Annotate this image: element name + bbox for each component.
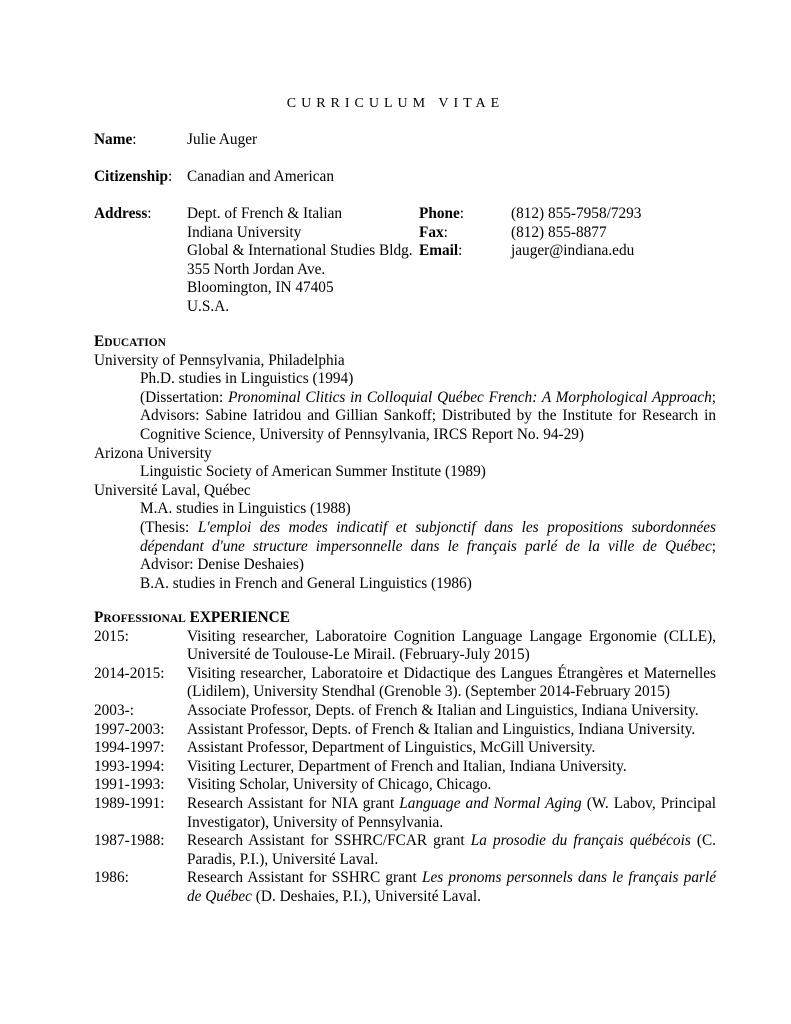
thesis-note: (Thesis: L'emploi des modes indicatif et subjonctif dans les propositions subordonnées dépendant d'une structure impersonnelle dans le français parlé de la ville de Québec; Advisor: Denise Deshaies) <box>140 519 716 574</box>
grant-title: La prosodie du français québécois <box>470 832 691 850</box>
citizenship-value: Canadian and American <box>187 168 334 185</box>
education-heading: EDUCATION <box>94 333 166 350</box>
grant-title: Les pronoms personnels dans le français parlé de Québec <box>187 869 716 905</box>
citizenship-label: Citizenship: <box>94 168 173 185</box>
degree-ma: M.A. studies in Linguistics (1988) <box>140 500 351 518</box>
experience-year: 1994-1997: <box>94 739 165 757</box>
address-line: Global & International Studies Bldg. <box>187 242 413 260</box>
grant-title: Language and Normal Aging <box>399 795 582 812</box>
dissertation-title: Pronominal Clitics in Colloquial Québec French: A Morphological Approach <box>228 388 712 406</box>
institution-upenn: University of Pennsylvania, Philadelphia <box>94 351 345 369</box>
experience-year: 1993-1994: <box>94 757 165 775</box>
address-line: 355 North Jordan Ave. <box>187 260 326 278</box>
program-lsa: Linguistic Society of American Summer Institute (1989) <box>140 463 486 481</box>
experience-description: Visiting researcher, Laboratoire Cognition Language Langage Ergonomie (CLLE), Université de Toulouse-Le Mirail. (February-July 2015) <box>187 627 716 664</box>
fax-value: (812) 855-8877 <box>511 223 607 241</box>
email-label: Email: <box>419 242 463 260</box>
address-line: Indiana University <box>187 223 302 241</box>
phone-value: (812) 855-7958/7293 <box>511 205 642 222</box>
address-label: Address: <box>94 205 152 222</box>
experience-year: 2015: <box>94 627 129 645</box>
experience-description: Associate Professor, Depts. of French & Italian and Linguistics, Indiana University. <box>187 702 699 719</box>
experience-description: Visiting Lecturer, Department of French and Italian, Indiana University. <box>187 757 627 775</box>
experience-year: 1991-1993: <box>94 776 165 794</box>
experience-year: 1987-1988: <box>94 832 165 850</box>
experience-description: Assistant Professor, Department of Linguistics, McGill University. <box>187 739 596 757</box>
experience-year: 1997-2003: <box>94 720 165 738</box>
address-line: Dept. of French & Italian <box>187 205 343 222</box>
experience-heading: PROFESSIONAL EXPERIENCE <box>94 609 290 626</box>
experience-year: 1986: <box>94 869 129 887</box>
experience-year: 2003-: <box>94 702 134 719</box>
institution-laval: Université Laval, Québec <box>94 481 251 499</box>
experience-year: 1989-1991: <box>94 795 165 812</box>
fax-label: Fax: <box>419 223 448 241</box>
name-label: Name: <box>94 131 137 148</box>
phone-label: Phone: <box>419 205 465 222</box>
degree-phd: Ph.D. studies in Linguistics (1994) <box>140 370 354 388</box>
institution-arizona: Arizona University <box>94 444 212 462</box>
degree-ba: B.A. studies in French and General Linguistics (1986) <box>140 574 472 592</box>
experience-description: Research Assistant for SSHRC/FCAR grant La prosodie du français québécois (C. Paradis, P.I.), Université Laval. <box>187 832 717 868</box>
thesis-title: L'emploi des modes indicatif et subjonctif dans les propositions subordonnées dépendant d'une structure impersonnelle dans le français parlé de la ville de Québec <box>140 519 716 555</box>
experience-description: Assistant Professor, Depts. of French & Italian and Linguistics, Indiana University. <box>187 720 696 738</box>
address-line: U.S.A. <box>187 298 230 315</box>
experience-description: Visiting researcher, Laboratoire et Didactique des Langues Étrangères et Maternelles (Lidilem), University Stendhal (Grenoble 3). (September 2014-February 2015) <box>187 664 716 701</box>
address-line: Bloomington, IN 47405 <box>187 279 334 297</box>
name-value: Julie Auger <box>187 131 258 148</box>
page-title: CURRICULUM VITAE <box>286 96 505 111</box>
email-link[interactable]: jauger@indiana.edu <box>511 242 635 260</box>
experience-description: Research Assistant for NIA grant Language and Normal Aging (W. Labov, Principal Investigator), University of Pennsylvania. <box>187 795 716 831</box>
experience-description: Research Assistant for SSHRC grant Les pronoms personnels dans le français parlé de Québec (D. Deshaies, P.I.), Université Laval. <box>187 869 716 905</box>
experience-year: 2014-2015: <box>94 664 165 682</box>
dissertation-note: (Dissertation: Pronominal Clitics in Colloquial Québec French: A Morphological Approach; Advisors: Sabine Iatridou and Gillian Sankoff; Distributed by the Institute for Research in Cognitive Science, University of Pennsylvania, IRCS Report No. 94-29) <box>140 388 716 443</box>
experience-description: Visiting Scholar, University of Chicago, Chicago. <box>187 776 492 794</box>
